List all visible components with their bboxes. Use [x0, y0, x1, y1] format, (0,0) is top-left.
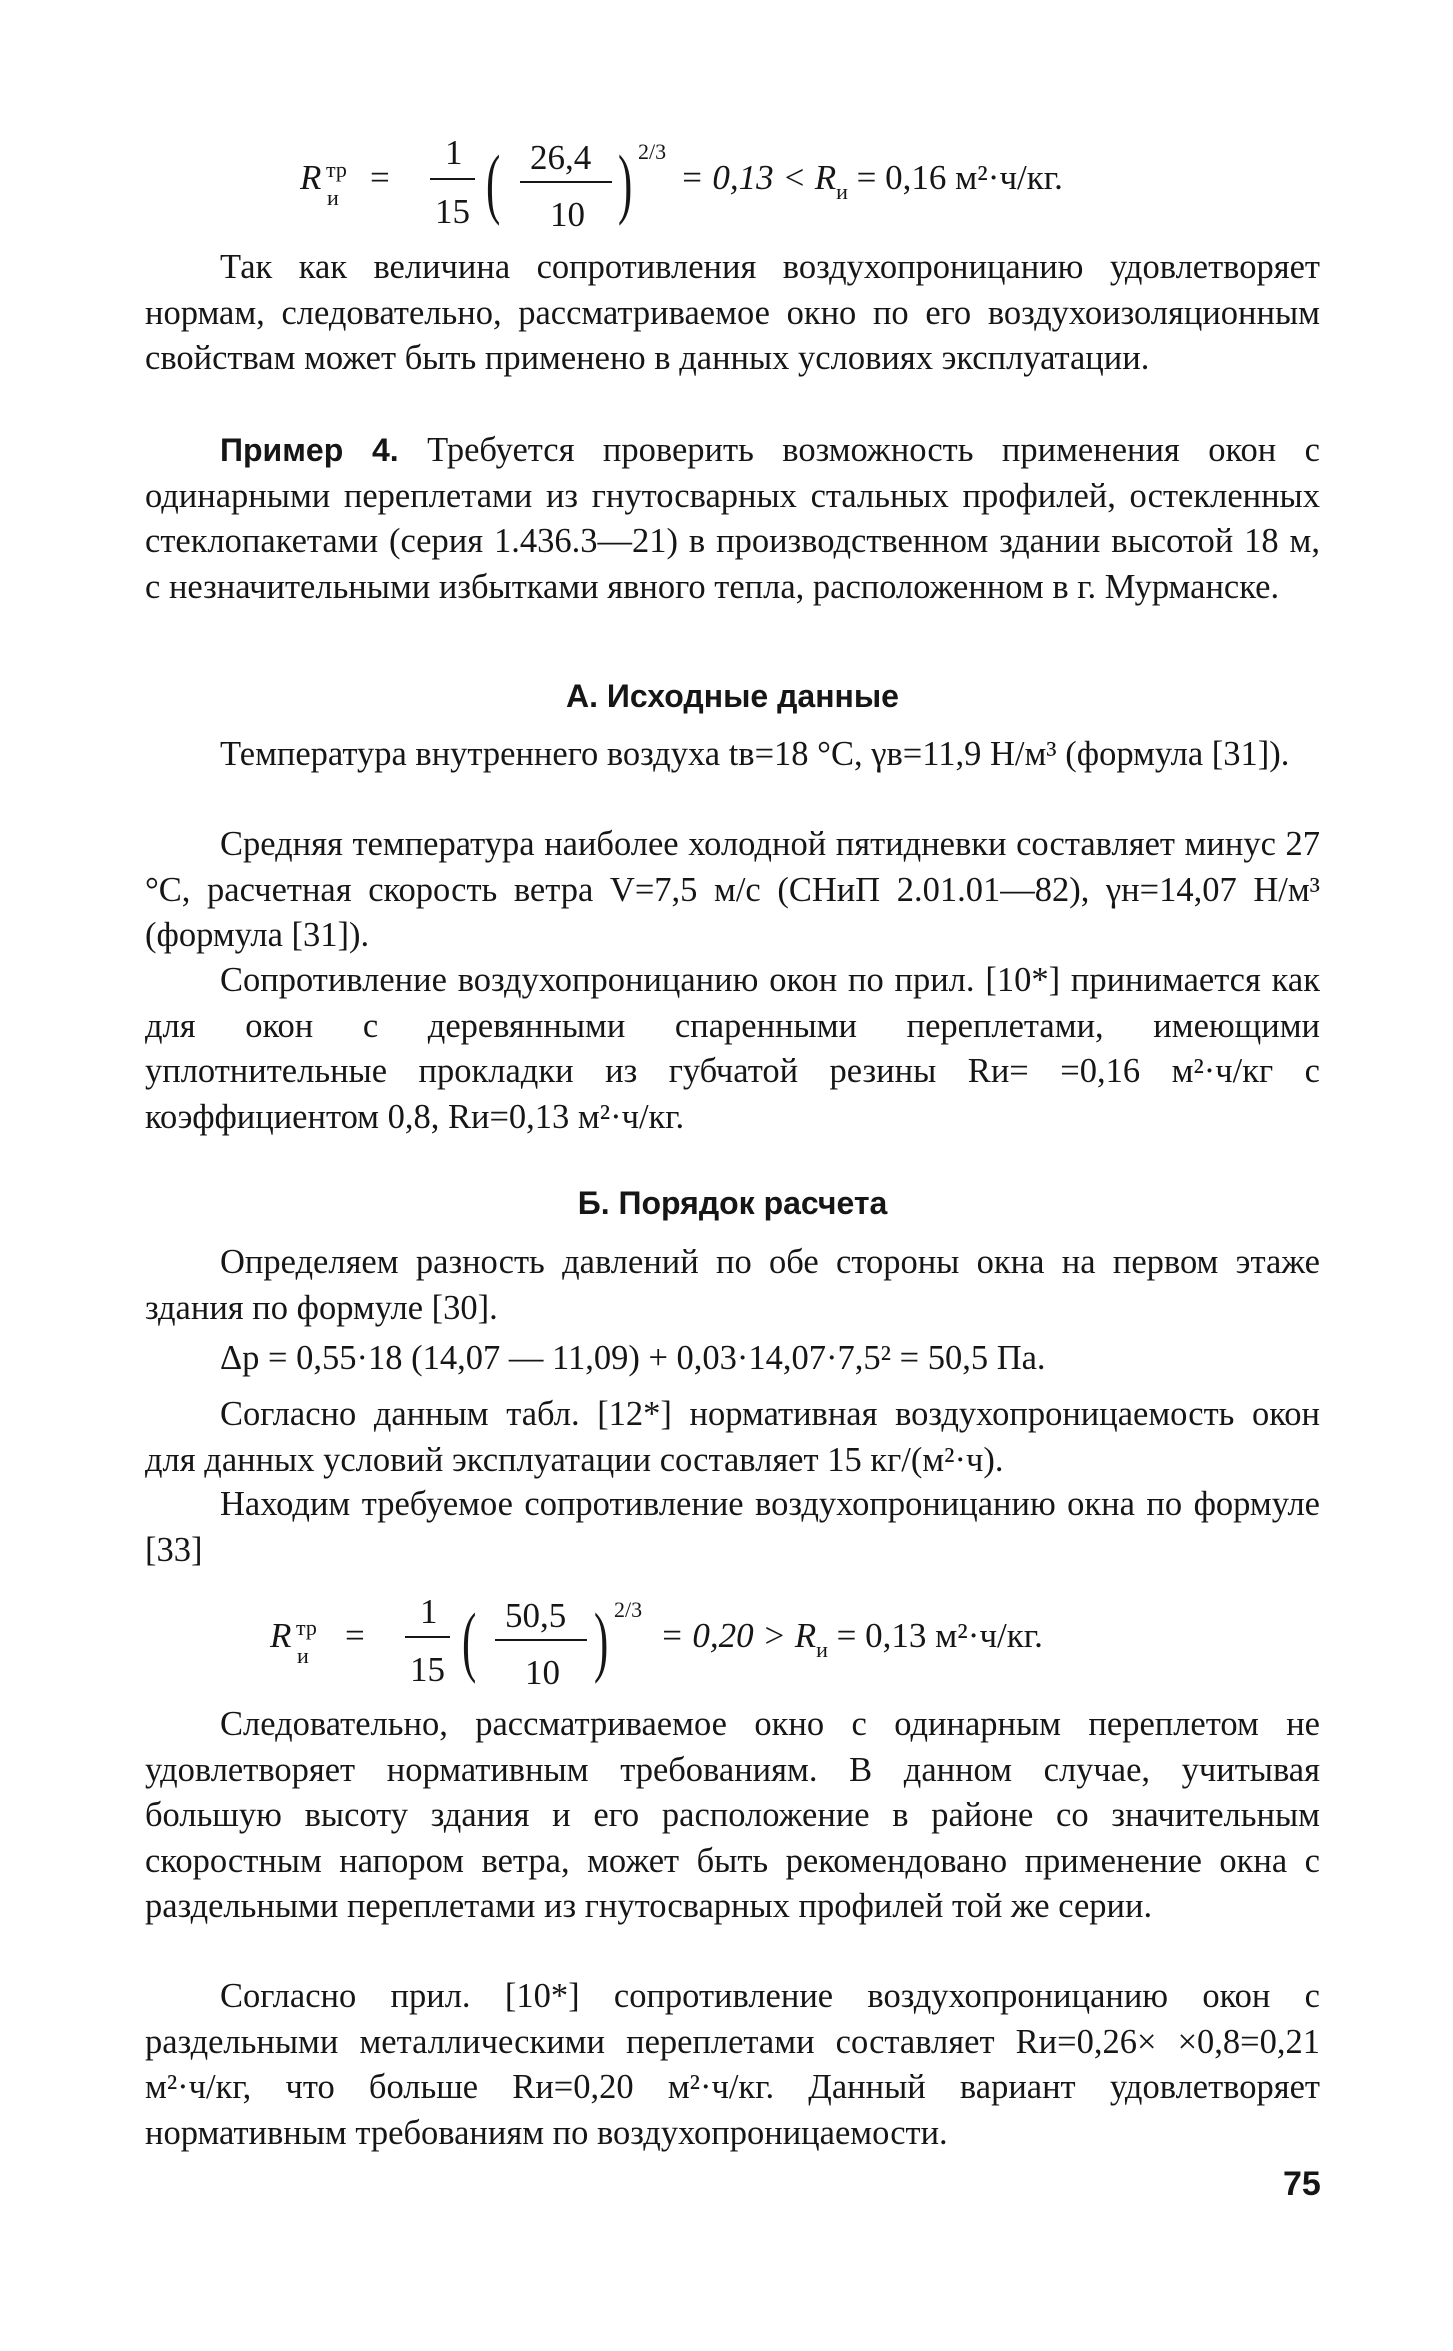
page-number: 75: [1283, 2165, 1321, 2203]
formula3-rhs: [660, 1616, 1043, 1660]
formula1-lhs-sub: и: [327, 185, 339, 210]
formula3-rparen: ): [594, 1597, 609, 1684]
formula3-frac1-num: 1: [420, 1592, 438, 1631]
formula1-rhs-text: = 0,13 < R: [680, 158, 837, 197]
formula3-frac2-den: 10: [525, 1653, 560, 1692]
formula1-frac2-den: 10: [550, 195, 585, 234]
formula1-frac2-num: 26,4: [530, 138, 592, 177]
formula1-rhs-sub: и: [836, 179, 848, 204]
heading-section-b: Б. Порядок расчета: [577, 1185, 888, 1221]
formula3-eq: =: [345, 1616, 365, 1655]
formula1-rhs-tail: = 0,16 м²·ч/кг.: [847, 158, 1063, 197]
formula1-lparen: (: [486, 139, 501, 226]
paragraph-b3: Находим требуемое сопротивление воздухопроницанию окна по формуле [33]: [145, 1485, 1320, 1569]
paragraph-b4: Следовательно, рассматриваемое окно с одинарным переплетом не удовлетворяет нормативным требованиям. В данном случае, учитывая большую высоту здания и его расположение в районе со значительным скоростным напором ветра, может быть рекомендовано применение окна с раздельными переплетами из гнутосварных профилей той же серии.: [145, 1705, 1320, 1925]
paragraph-b5: Согласно прил. [10*] сопротивление воздухопроницанию окон с раздельными металлическими переплетами составляет Rи=0,26× ×0,8=0,21 м²·ч/кг, что больше Rи=0,20 м²·ч/кг. Данный вариант удовлетворяет нормативным требованиям по воздухопроницаемости.: [145, 1977, 1320, 2152]
formula-delta-p: Δp = 0,55·18 (14,07 — 11,09) + 0,03·14,07·7,5² = 50,5 Па.: [220, 1339, 1046, 1377]
paragraph-b2: Согласно данным табл. [12*] нормативная воздухопроницаемость окон для данных условий эксплуатации составляет 15 кг/(м²·ч).: [145, 1395, 1320, 1479]
formula3-lhs-sup: тр: [296, 1615, 317, 1640]
formula3-frac1-bar: [405, 1636, 450, 1638]
example-4-lead: Пример 4.: [220, 432, 399, 468]
formula1-frac1-den: 15: [435, 192, 470, 231]
heading-section-a: А. Исходные данные: [566, 678, 899, 714]
paragraph-conclusion-1: Так как величина сопротивления воздухопроницанию удовлетворяет нормам, следовательно, рассматриваемое окно по его воздухоизоляционным свойствам может быть применено в данных условиях эксплуатации.: [145, 248, 1320, 377]
formula3-rhs-sub: и: [816, 1637, 828, 1662]
formula1-frac1-num: 1: [445, 133, 463, 172]
formula3-rhs-tail: = 0,13 м²·ч/кг.: [827, 1616, 1043, 1655]
paragraph-a1: Температура внутреннего воздуха tв=18 °С, γв=11,9 Н/м³ (формула [31]).: [220, 735, 1290, 773]
formula1-exponent: 2/3: [638, 139, 667, 164]
example-4-text: Требуется проверить возможность применения окон с одинарными переплетами из гнутосварных стальных профилей, остекленных стеклопакетами (серия 1.436.3—21) в производственном здании высотой 18 м, с незначительными избытками явного тепла, расположенном в г. Мурманске.: [145, 431, 1320, 606]
paragraph-a3: Сопротивление воздухопроницанию окон по прил. [10*] принимается как для окон с деревянными спаренными переплетами, имеющими уплотнительные прокладки из губчатой резины Rи= =0,16 м²·ч/кг с коэффициентом 0,8, Rи=0,13 м²·ч/кг.: [145, 961, 1320, 1136]
formula3-lhs: R: [270, 1616, 292, 1655]
formula1-lhs-sup: тр: [326, 157, 347, 182]
formula3-frac1-den: 15: [410, 1650, 445, 1689]
formula3-rhs-text: = 0,20 > R: [660, 1616, 817, 1655]
formula3-frac2-bar: [495, 1639, 587, 1641]
formula3-frac2-num: 50,5: [505, 1596, 567, 1635]
formula1-lhs: R: [300, 158, 322, 197]
formula3-exponent: 2/3: [614, 1597, 643, 1622]
formula1-rparen: ): [618, 139, 633, 226]
formula3-lhs-sub: и: [297, 1643, 309, 1668]
formula1-eq: =: [370, 158, 390, 197]
paragraph-b1: Определяем разность давлений по обе стороны окна на первом этаже здания по формуле [30].: [145, 1243, 1320, 1327]
formula3-lparen: (: [462, 1597, 477, 1684]
paragraph-a2: Средняя температура наиболее холодной пятидневки составляет минус 27 °С, расчетная скорость ветра V=7,5 м/с (СНиП 2.01.01—82), γн=14,07 Н/м³ (формула [31]).: [145, 825, 1320, 954]
